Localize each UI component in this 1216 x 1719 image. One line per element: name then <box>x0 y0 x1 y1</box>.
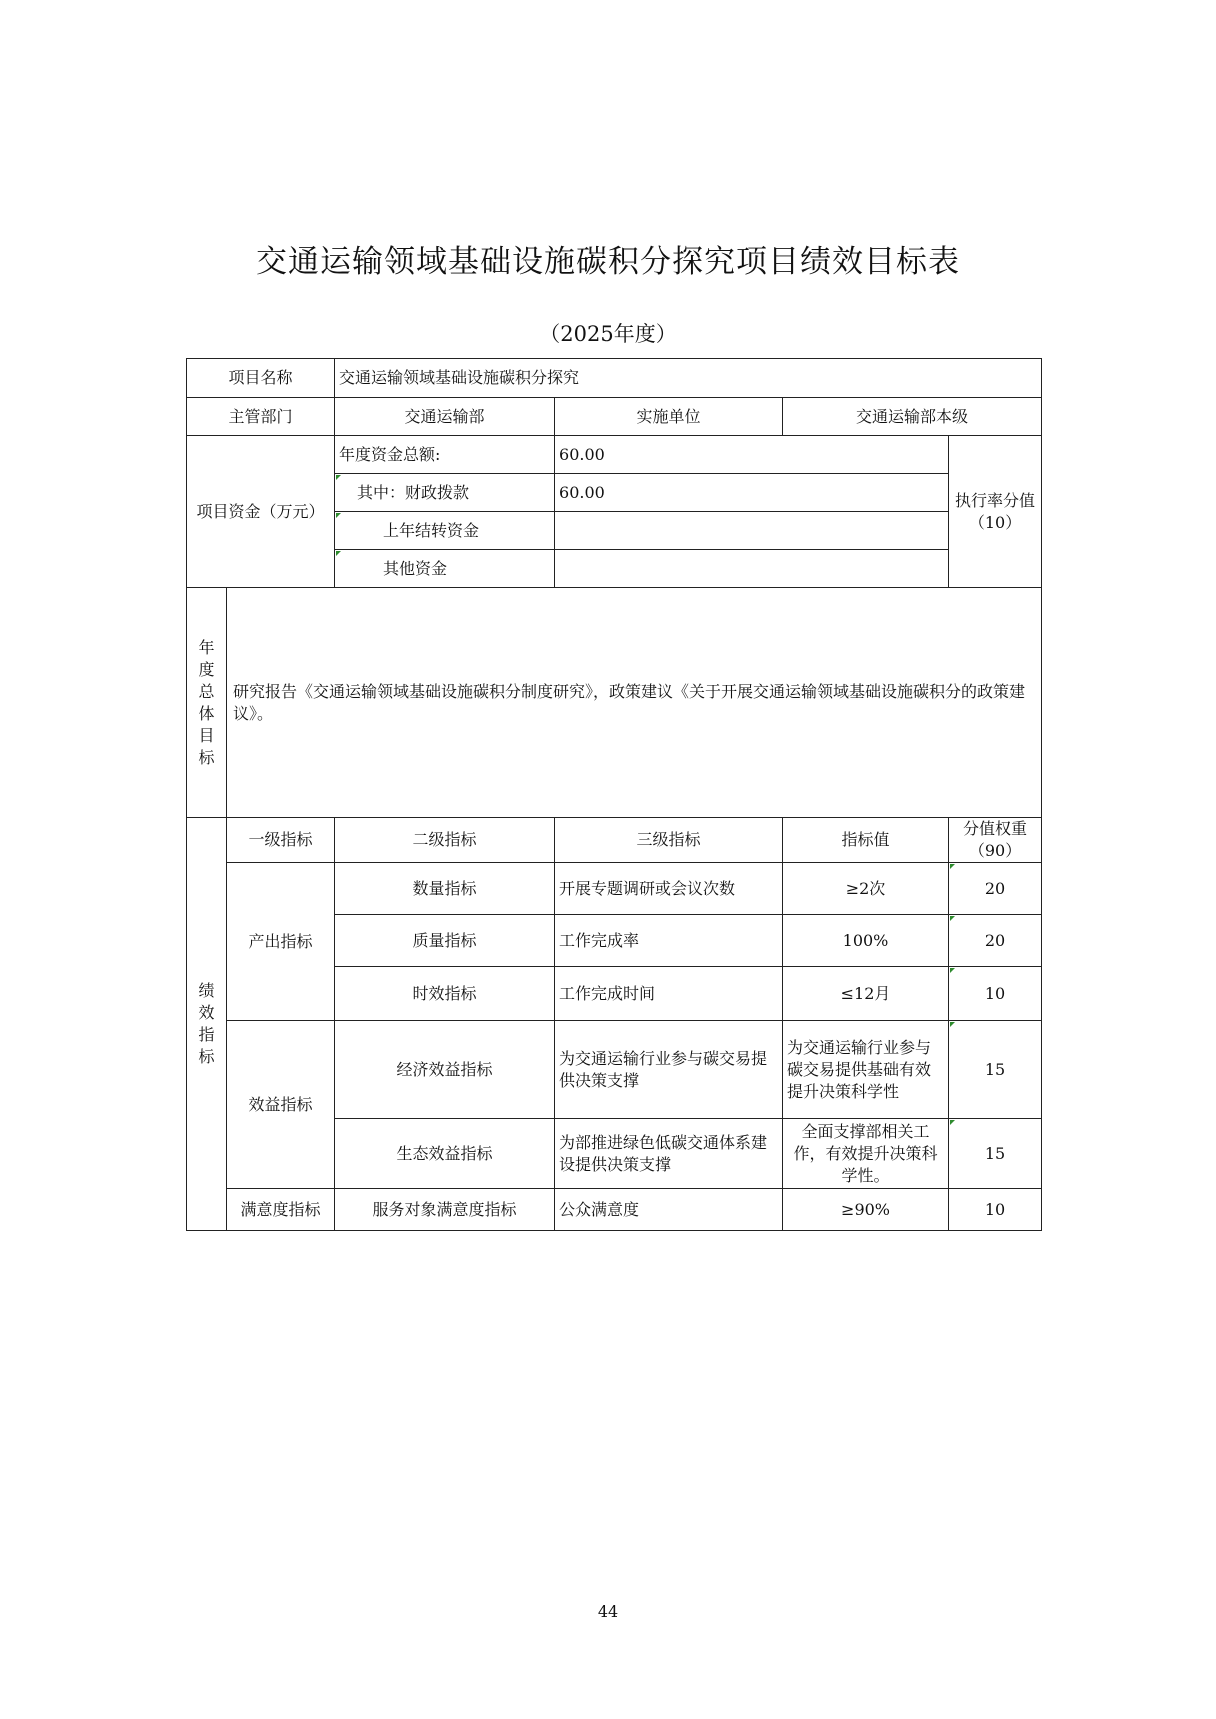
level3-cell: 开展专题调研或会议次数 <box>555 863 783 915</box>
value-cell: ≥2次 <box>783 863 949 915</box>
indicator-header-row <box>187 818 1042 863</box>
impl-unit-label: 实施单位 <box>555 398 783 436</box>
value-cell: 100% <box>783 915 949 967</box>
fiscal-label: 其中：财政拨款 <box>335 474 555 512</box>
weight-cell: 20 <box>949 863 1042 915</box>
level2-cell: 数量指标 <box>335 863 555 915</box>
value-cell: 为交通运输行业参与碳交易提供基础有效提升决策科学性 <box>783 1021 949 1119</box>
table-row <box>187 863 1042 915</box>
annual-goal-label: 年 度 总 体 目 标 <box>187 588 227 818</box>
value-cell: 全面支撑部相关工作，有效提升决策科学性。 <box>783 1119 949 1189</box>
funds-total-row <box>187 436 1042 474</box>
weight-cell: 20 <box>949 915 1042 967</box>
annual-total-label: 年度资金总额: <box>335 436 555 474</box>
dept-value: 交通运输部 <box>335 398 555 436</box>
performance-target-table <box>186 358 1042 1231</box>
annual-total-value: 60.00 <box>555 436 949 474</box>
weight-cell: 15 <box>949 1119 1042 1189</box>
table-row <box>187 1021 1042 1119</box>
value-cell: ≤12月 <box>783 967 949 1021</box>
indicators-label: 绩 效 指 标 <box>187 818 227 1231</box>
header-level3: 三级指标 <box>555 818 783 863</box>
weight-cell: 15 <box>949 1021 1042 1119</box>
table-row <box>187 1189 1042 1231</box>
value-cell: ≥90% <box>783 1189 949 1231</box>
annual-goal-text: 研究报告《交通运输领域基础设施碳积分制度研究》，政策建议《关于开展交通运输领域基础设施碳积分的政策建议》。 <box>227 588 1042 818</box>
header-weight: 分值权重（90） <box>949 818 1042 863</box>
level2-cell: 生态效益指标 <box>335 1119 555 1189</box>
header-level2: 二级指标 <box>335 818 555 863</box>
level3-cell: 为交通运输行业参与碳交易提供决策支撑 <box>555 1021 783 1119</box>
other-funds-value <box>555 550 949 588</box>
dept-label: 主管部门 <box>187 398 335 436</box>
level3-cell: 工作完成时间 <box>555 967 783 1021</box>
dept-row <box>187 398 1042 436</box>
funds-label: 项目资金（万元） <box>187 436 335 588</box>
group-output: 产出指标 <box>227 863 335 1021</box>
project-name-value: 交通运输领域基础设施碳积分探究 <box>335 359 1042 398</box>
page-title: 交通运输领域基础设施碳积分探究项目绩效目标表 <box>256 244 960 280</box>
level2-cell: 质量指标 <box>335 915 555 967</box>
level2-cell: 时效指标 <box>335 967 555 1021</box>
project-name-row <box>187 359 1042 398</box>
carryover-value <box>555 512 949 550</box>
level3-cell: 工作完成率 <box>555 915 783 967</box>
project-name-label: 项目名称 <box>187 359 335 398</box>
level3-cell: 公众满意度 <box>555 1189 783 1231</box>
level2-cell: 服务对象满意度指标 <box>335 1189 555 1231</box>
annual-goal-row <box>187 588 1042 818</box>
exec-rate-label: 执行率分值（10） <box>949 436 1042 588</box>
fiscal-value: 60.00 <box>555 474 949 512</box>
group-satisfaction: 满意度指标 <box>227 1189 335 1231</box>
weight-cell: 10 <box>949 1189 1042 1231</box>
header-value: 指标值 <box>783 818 949 863</box>
carryover-label: 上年结转资金 <box>335 512 555 550</box>
other-funds-label: 其他资金 <box>335 550 555 588</box>
page-subtitle: （2025年度） <box>539 322 677 346</box>
group-benefit: 效益指标 <box>227 1021 335 1189</box>
weight-cell: 10 <box>949 967 1042 1021</box>
header-level1: 一级指标 <box>227 818 335 863</box>
impl-unit-value: 交通运输部本级 <box>783 398 1042 436</box>
level2-cell: 经济效益指标 <box>335 1021 555 1119</box>
page-number: 44 <box>597 1602 619 1621</box>
level3-cell: 为部推进绿色低碳交通体系建设提供决策支撑 <box>555 1119 783 1189</box>
